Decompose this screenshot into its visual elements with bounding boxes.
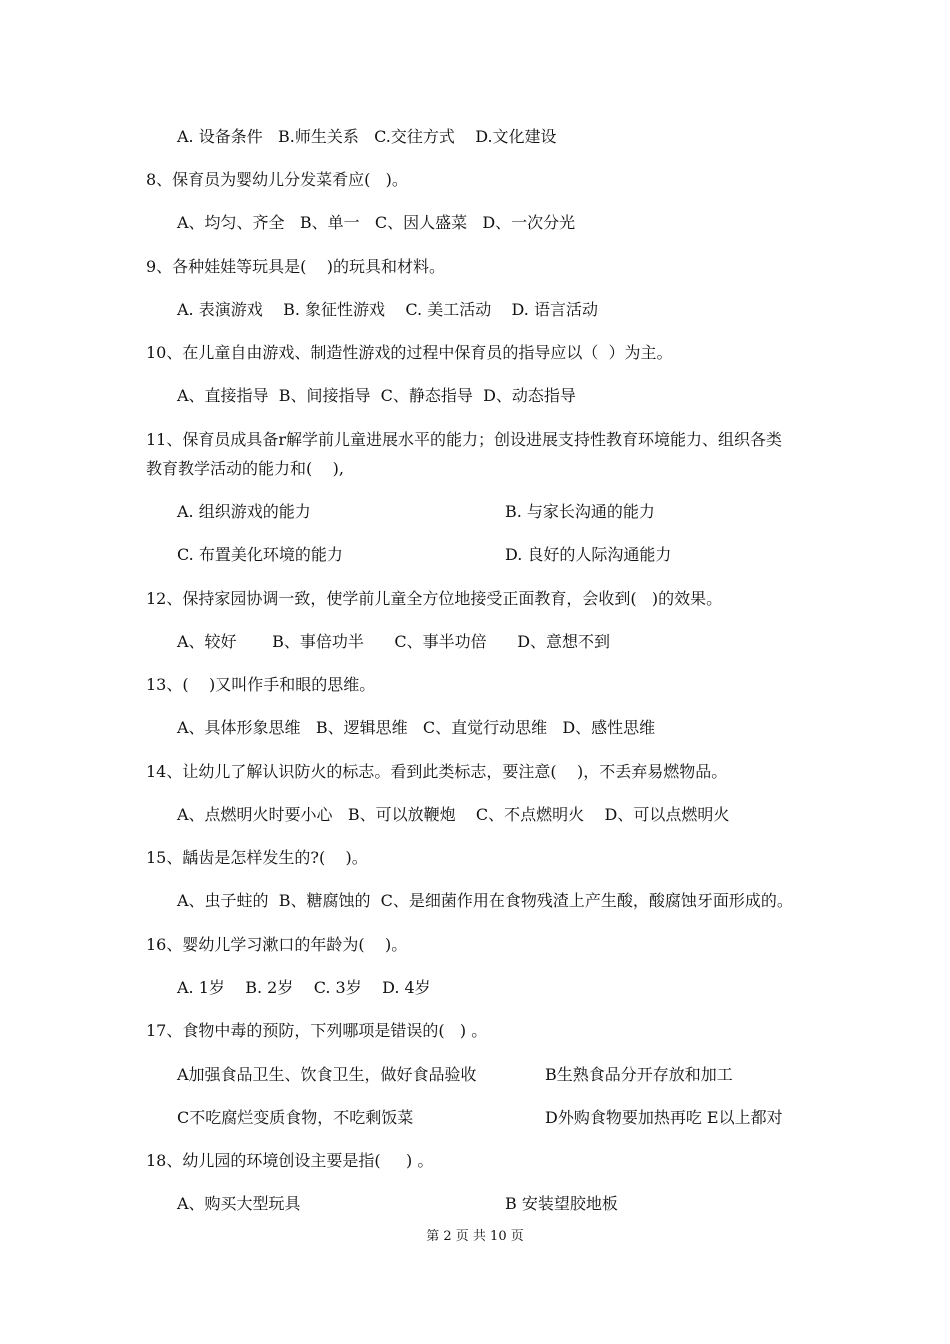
q10-options: A、直接指导 B、间接指导 C、静态指导 D、动态指导 bbox=[177, 386, 576, 405]
question-12: 12、保持家园协调一致，使学前儿童全方位地接受正面教育，会收到( )的效果。 bbox=[146, 589, 723, 608]
q11-option-b: B. 与家长沟通的能力 bbox=[505, 502, 655, 521]
question-8: 8、保育员为婴幼儿分发菜肴应( )。 bbox=[146, 170, 408, 189]
q11-option-a: A. 组织游戏的能力 bbox=[177, 502, 311, 521]
q15-options: A、虫子蛀的 B、糖腐蚀的 C、是细菌作用在食物残渣上产生酸，酸腐蚀牙面形成的。 bbox=[177, 891, 793, 910]
question-13: 13、( )又叫作手和眼的思维。 bbox=[146, 675, 376, 694]
question-16: 16、婴幼儿学习漱口的年龄为( )。 bbox=[146, 935, 408, 954]
question-9: 9、各种娃娃等玩具是( )的玩具和材料。 bbox=[146, 257, 446, 276]
question-14: 14、让幼儿了解认识防火的标志。看到此类标志，要注意( )，不丢弃易燃物品。 bbox=[146, 762, 728, 781]
page-number-footer: 第 2 页 共 10 页 bbox=[426, 1229, 524, 1244]
question-11-line-2: 教育教学活动的能力和( ), bbox=[146, 459, 344, 478]
q17-option-c: C不吃腐烂变质食物，不吃剩饭菜 bbox=[177, 1108, 414, 1127]
question-18: 18、幼儿园的环境创设主要是指( ) 。 bbox=[146, 1151, 434, 1170]
q17-option-a: A加强食品卫生、饮食卫生，做好食品验收 bbox=[177, 1065, 477, 1084]
q11-option-d: D. 良好的人际沟通能力 bbox=[505, 545, 672, 564]
q17-option-de: D外购食物要加热再吃 E以上都对 bbox=[545, 1108, 783, 1127]
q9-options: A. 表演游戏 B. 象征性游戏 C. 美工活动 D. 语言活动 bbox=[177, 300, 598, 319]
q18-option-b: B 安装望胶地板 bbox=[505, 1194, 618, 1213]
question-10: 10、在儿童自由游戏、制造性游戏的过程中保育员的指导应以（ ）为主。 bbox=[146, 343, 673, 362]
question-15: 15、龋齿是怎样发生的?( )。 bbox=[146, 848, 368, 867]
question-11-line-1: 11、保育员成具备r解学前儿童进展水平的能力；创设进展支持性教育环境能力、组织各类 bbox=[146, 430, 783, 449]
q14-options: A、点燃明火时要小心 B、可以放鞭炮 C、不点燃明火 D、可以点燃明火 bbox=[177, 805, 730, 824]
q18-option-a: A、购买大型玩具 bbox=[177, 1194, 301, 1213]
q13-options: A、具体形象思维 B、逻辑思维 C、直觉行动思维 D、感性思维 bbox=[177, 718, 656, 737]
q17-option-b: B生熟食品分开存放和加工 bbox=[545, 1065, 733, 1084]
q8-options: A、均匀、齐全 B、单一 C、因人盛菜 D、一次分光 bbox=[177, 213, 576, 232]
q11-option-c: C. 布置美化环境的能力 bbox=[177, 545, 343, 564]
q7-options: A. 设备条件 B.师生关系 C.交往方式 D.文化建设 bbox=[177, 127, 557, 146]
q12-options: A、较好 B、事倍功半 C、事半功倍 D、意想不到 bbox=[177, 632, 611, 651]
question-17: 17、食物中毒的预防，下列哪项是错误的( ) 。 bbox=[146, 1021, 488, 1040]
q16-options: A. 1岁 B. 2岁 C. 3岁 D. 4岁 bbox=[177, 978, 431, 997]
